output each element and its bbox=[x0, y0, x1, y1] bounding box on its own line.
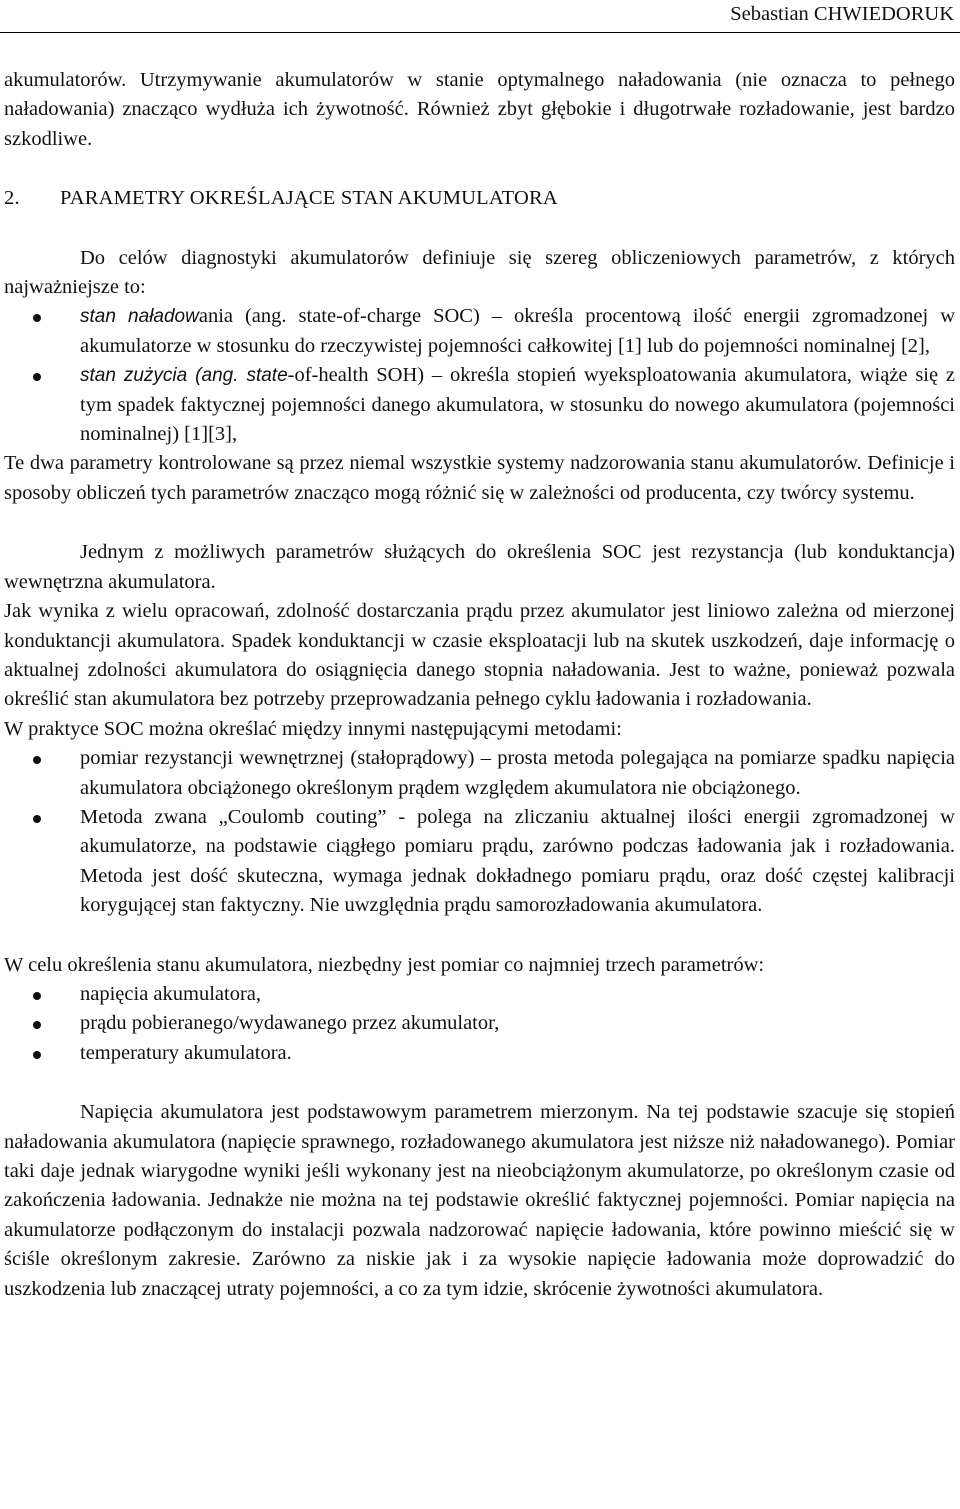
param-description: ania (ang. state-of-charge SOC) – określa procentową ilość energii zgromadzonej w akumulatorze w stosunku do rzeczywistej pojemności całkowitej [1] lub do pojemności nominalnej [2], bbox=[80, 305, 956, 357]
measurements-intro: W celu określenia stanu akumulatora, niezbędny jest pomiar co najmniej trzech parametrów: bbox=[4, 953, 765, 976]
list-item: napięcia akumulatora, bbox=[4, 980, 955, 1009]
section-number: 2. bbox=[4, 187, 20, 210]
list-item: prądu pobieranego/wydawanego przez akumulator, bbox=[4, 1009, 955, 1038]
measurements-list bbox=[4, 980, 955, 1068]
list-item: temperatury akumulatora. bbox=[4, 1039, 955, 1068]
voltage-paragraph: Napięcia akumulatora jest podstawowym parametrem mierzonym. Na tej podstawie szacuje się stopień naładowania akumulatora (napięcie sprawnego, rozładowanego akumulatora jest niższe niż naładowanego). Pomiar taki daje jednak wiarygodne wyniki jeśli wykonany jest na nieobciążonym akumulatorze, po określonym czasie od zakończenia ładowania. Jednakże nie można na tej podstawie określić faktycznej pojemności. Pomiar napięcia na akumulatorze podłączonym do instalacji pozwala nadzorować napięcie ładowania, które powinno mieścić się w ściśle określonym zakresie. Zarówno za niskie jak i za wysokie napięcie ładowania może doprowadzić do uszkodzenia lub znaczącej utraty pojemności, a co za tym idzie, skrócenie żywotności akumulatora. bbox=[4, 1101, 955, 1300]
conductance-paragraph: Jak wynika z wielu opracowań, zdolność dostarczania prądu przez akumulator jest liniowo zależna od mierzonej konduktancji akumulatora. Spadek konduktancji w czasie eksploatacji lub na skutek uszkodzeń, daje informację o aktualnej zdolności akumulatora do osiągnięcia danego stopnia naładowania. Jest to ważne, ponieważ pozwala określić stan akumulatora bez potrzeby przeprowadzania pełnego cyklu ładowania i rozładowania. bbox=[4, 600, 955, 711]
param-term: stan zużycia (ang. state bbox=[80, 365, 288, 387]
document-body bbox=[4, 66, 955, 1304]
methods-list bbox=[4, 744, 955, 920]
list-item: pomiar rezystancji wewnętrznej (stałoprądowy) – prosta metoda polegająca na pomiarze spadku napięcia akumulatora obciążonego określonym prądem względem akumulatora nie obciążonego. bbox=[4, 744, 955, 803]
params-intro: Do celów diagnostyki akumulatorów definiuje się szereg obliczeniowych parametrów, z których najważniejsze to: bbox=[4, 246, 955, 299]
param-term: stan naładow bbox=[80, 306, 199, 328]
params-list bbox=[4, 302, 955, 449]
list-item bbox=[4, 361, 955, 449]
section-title: PARAMETRY OKREŚLAJĄCE STAN AKUMULATORA bbox=[60, 187, 558, 210]
resistance-intro: Jednym z możliwych parametrów służących do określenia SOC jest rezystancja (lub konduktancja) wewnętrzna akumulatora. bbox=[4, 541, 955, 593]
list-item: Metoda zwana „Coulomb couting” - polega na zliczaniu aktualnej ilości energii zgromadzonej w akumulatorze, na podstawie ciągłego pomiaru prądu, zarówno podczas ładowania jak i rozładowania. Metoda jest dość skuteczna, wymaga jednak dokładnego pomiaru prądu, oraz dość częstej kalibracji korygującej stan faktyczny. Nie uwzględnia prądu samorozładowania akumulatora. bbox=[4, 803, 955, 921]
methods-intro: W praktyce SOC można określać między innymi następującymi metodami: bbox=[4, 717, 622, 740]
list-item bbox=[4, 302, 955, 361]
intro-paragraph: akumulatorów. Utrzymywanie akumulatorów w stanie optymalnego naładowania (nie oznacza to pełnego naładowania) znacząco wydłuża ich żywotność. Również zbyt głębokie i długotrwałe rozładowanie, jest bardzo szkodliwe. bbox=[4, 69, 955, 150]
section-heading bbox=[4, 184, 955, 213]
page-header-author: Sebastian CHWIEDORUK bbox=[730, 3, 954, 25]
header-rule bbox=[0, 32, 960, 33]
params-note: Te dwa parametry kontrolowane są przez niemal wszystkie systemy nadzorowania stanu akumulatorów. Definicje i sposoby obliczeń tych parametrów znacząco mogą różnić się w zależności od producenta, czy twórcy systemu. bbox=[4, 452, 955, 504]
param-description: -of-health SOH) – określa stopień wyeksploatowania akumulatora, wiąże się z tym spadek faktycznej pojemności danego akumulatora, w stosunku do nowego akumulatora (pojemności nominalnej) [1][3], bbox=[80, 364, 955, 446]
